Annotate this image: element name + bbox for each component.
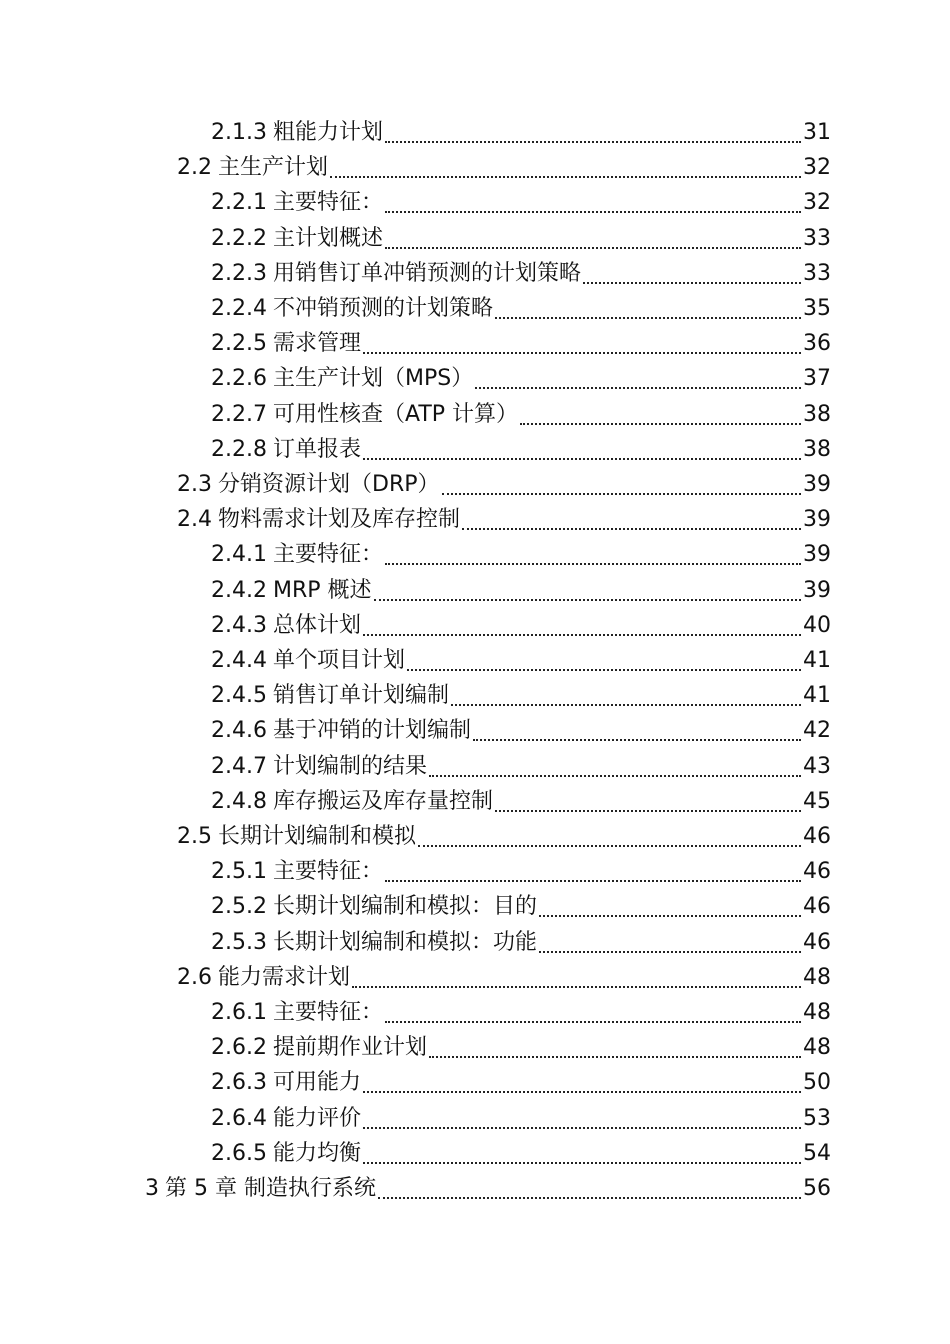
toc-entry[interactable] xyxy=(211,643,831,678)
toc-entry[interactable] xyxy=(177,502,831,537)
toc-entry[interactable] xyxy=(211,326,831,361)
toc-entry-number: 2.4.3 xyxy=(211,612,267,638)
toc-entry-page-number: 39 xyxy=(803,506,831,532)
toc-dot-leader xyxy=(330,170,801,178)
toc-entry-number: 2.2.1 xyxy=(211,189,267,215)
toc-dot-leader xyxy=(583,276,801,284)
toc-entry[interactable] xyxy=(211,432,831,467)
toc-entry-page-number: 33 xyxy=(803,225,831,251)
toc-dot-leader xyxy=(418,839,801,847)
toc-entry-page-number: 42 xyxy=(803,717,831,743)
toc-entry-title: 总体计划 xyxy=(272,612,361,638)
toc-entry[interactable] xyxy=(177,467,831,502)
toc-entry-title: 主要特征： xyxy=(272,541,383,567)
toc-entry-page-number: 56 xyxy=(803,1175,831,1201)
toc-dot-leader xyxy=(442,487,802,495)
toc-dot-leader xyxy=(363,628,801,636)
toc-entry[interactable] xyxy=(211,221,831,256)
toc-dot-leader xyxy=(363,1121,801,1129)
toc-entry-page-number: 38 xyxy=(803,436,831,462)
toc-entry-title: 能力评价 xyxy=(272,1105,361,1131)
toc-dot-leader xyxy=(385,205,801,213)
toc-entry-page-number: 48 xyxy=(803,1034,831,1060)
toc-entry-title: 主生产计划（MPS） xyxy=(272,365,474,391)
toc-entry-number: 2.2.6 xyxy=(211,365,267,391)
toc-entry[interactable] xyxy=(211,608,831,643)
toc-dot-leader xyxy=(385,241,801,249)
toc-entry-page-number: 46 xyxy=(803,858,831,884)
toc-entry[interactable] xyxy=(211,854,831,889)
toc-entry[interactable] xyxy=(211,995,831,1030)
toc-entry-page-number: 36 xyxy=(803,330,831,356)
toc-entry-page-number: 39 xyxy=(803,471,831,497)
toc-entry-title: 可用性核查（ATP 计算） xyxy=(272,401,519,427)
toc-entry-title: 能力需求计划 xyxy=(218,964,351,990)
toc-entry-page-number: 46 xyxy=(803,823,831,849)
toc-entry-number: 2.3 xyxy=(177,471,212,497)
toc-entry-title: 第 5 章 制造执行系统 xyxy=(165,1175,376,1201)
toc-entry-number: 2.4.2 xyxy=(211,577,267,603)
toc-dot-leader xyxy=(475,381,801,389)
toc-entry-page-number: 38 xyxy=(803,401,831,427)
toc-entry-title: 可用能力 xyxy=(272,1069,361,1095)
toc-entry-title: 长期计划编制和模拟 xyxy=(218,823,417,849)
toc-entry-page-number: 54 xyxy=(803,1140,831,1166)
toc-entry-number: 2.5.3 xyxy=(211,929,267,955)
toc-entry[interactable] xyxy=(211,1030,831,1065)
toc-entry-number: 2.4.5 xyxy=(211,682,267,708)
toc-dot-leader xyxy=(363,1085,801,1093)
toc-entry-number: 2.4.4 xyxy=(211,647,267,673)
toc-entry-number: 2.5.1 xyxy=(211,858,267,884)
toc-entry-title: 提前期作业计划 xyxy=(272,1034,427,1060)
toc-entry[interactable] xyxy=(211,573,831,608)
toc-entry-number: 2.2.2 xyxy=(211,225,267,251)
toc-entry[interactable] xyxy=(211,397,831,432)
toc-entry-page-number: 43 xyxy=(803,753,831,779)
toc-entry-title: 粗能力计划 xyxy=(272,119,383,145)
toc-entry-number: 2.6.3 xyxy=(211,1069,267,1095)
toc-dot-leader xyxy=(352,980,801,988)
toc-entry-page-number: 50 xyxy=(803,1069,831,1095)
toc-entry-number: 2.4.7 xyxy=(211,753,267,779)
toc-dot-leader xyxy=(473,733,801,741)
toc-entry-number: 2.2.7 xyxy=(211,401,267,427)
toc-entry-title: 不冲销预测的计划策略 xyxy=(272,295,493,321)
toc-entry-number: 2.4.6 xyxy=(211,717,267,743)
toc-entry-page-number: 37 xyxy=(803,365,831,391)
toc-dot-leader xyxy=(429,769,801,777)
toc-entry-title: 能力均衡 xyxy=(272,1140,361,1166)
toc-entry[interactable] xyxy=(211,749,831,784)
toc-entry-title: 订单报表 xyxy=(272,436,361,462)
toc-entry[interactable] xyxy=(211,291,831,326)
toc-entry-title: 分销资源计划（DRP） xyxy=(218,471,440,497)
toc-dot-leader xyxy=(462,522,801,530)
toc-entry-title: 用销售订单冲销预测的计划策略 xyxy=(272,260,581,286)
toc-entry-number: 2.5.2 xyxy=(211,893,267,919)
toc-dot-leader xyxy=(363,346,801,354)
toc-entry-number: 2.2.5 xyxy=(211,330,267,356)
toc-entry-title: 需求管理 xyxy=(272,330,361,356)
toc-entry-page-number: 40 xyxy=(803,612,831,638)
toc-entry-page-number: 41 xyxy=(803,682,831,708)
toc-entry[interactable] xyxy=(211,256,831,291)
toc-dot-leader xyxy=(385,1015,801,1023)
toc-entry-number: 2.1.3 xyxy=(211,119,267,145)
toc-entry-number: 2.6.5 xyxy=(211,1140,267,1166)
toc-dot-leader xyxy=(520,417,801,425)
toc-entry-number: 2.5 xyxy=(177,823,212,849)
toc-entry-title: 单个项目计划 xyxy=(272,647,405,673)
toc-entry-page-number: 53 xyxy=(803,1105,831,1131)
toc-entry[interactable] xyxy=(211,925,831,960)
toc-entry-title: 长期计划编制和模拟：目的 xyxy=(272,893,537,919)
toc-entry[interactable] xyxy=(211,678,831,713)
toc-dot-leader xyxy=(495,804,801,812)
toc-dot-leader xyxy=(451,698,801,706)
toc-entry[interactable] xyxy=(211,784,831,819)
toc-entry-title: 销售订单计划编制 xyxy=(272,682,449,708)
toc-entry[interactable] xyxy=(211,185,831,220)
toc-entry-title: 主要特征： xyxy=(272,189,383,215)
toc-entry-title: 主生产计划 xyxy=(218,154,329,180)
toc-entry-title: 主计划概述 xyxy=(272,225,383,251)
toc-entry[interactable] xyxy=(211,537,831,572)
toc-entry[interactable] xyxy=(211,361,831,396)
toc-dot-leader xyxy=(539,945,801,953)
toc-entry-number: 2.2.8 xyxy=(211,436,267,462)
toc-dot-leader xyxy=(374,593,801,601)
toc-entry-page-number: 48 xyxy=(803,999,831,1025)
toc-entry-number: 2.2 xyxy=(177,154,212,180)
toc-dot-leader xyxy=(407,663,801,671)
toc-entry[interactable] xyxy=(177,150,831,185)
toc-dot-leader xyxy=(363,1156,801,1164)
toc-entry-number: 2.4.1 xyxy=(211,541,267,567)
toc-entry-number: 2.6.1 xyxy=(211,999,267,1025)
toc-entry-title: 库存搬运及库存量控制 xyxy=(272,788,493,814)
toc-entry[interactable] xyxy=(211,713,831,748)
toc-dot-leader xyxy=(385,557,801,565)
toc-dot-leader xyxy=(385,135,801,143)
toc-entry-page-number: 31 xyxy=(803,119,831,145)
toc-entry-title: 主要特征： xyxy=(272,858,383,884)
toc-entry-number: 2.6.2 xyxy=(211,1034,267,1060)
toc-entry-number: 2.4 xyxy=(177,506,212,532)
toc-entry-page-number: 41 xyxy=(803,647,831,673)
toc-entry-title: 长期计划编制和模拟：功能 xyxy=(272,929,537,955)
toc-entry[interactable] xyxy=(211,1136,831,1171)
toc-entry[interactable] xyxy=(211,1065,831,1100)
toc-entry-title: 物料需求计划及库存控制 xyxy=(218,506,461,532)
toc-dot-leader xyxy=(363,452,801,460)
toc-entry-title: MRP 概述 xyxy=(272,577,372,603)
toc-entry-page-number: 39 xyxy=(803,541,831,567)
toc-entry-page-number: 33 xyxy=(803,260,831,286)
toc-entry[interactable] xyxy=(211,115,831,150)
toc-entry-page-number: 48 xyxy=(803,964,831,990)
toc-entry-title: 基于冲销的计划编制 xyxy=(272,717,471,743)
toc-entry-title: 主要特征： xyxy=(272,999,383,1025)
toc-entry-number: 2.2.4 xyxy=(211,295,267,321)
toc-entry-number: 2.6 xyxy=(177,964,212,990)
toc-entry-number: 2.6.4 xyxy=(211,1105,267,1131)
toc-entry-number: 3 xyxy=(145,1175,159,1201)
toc-entry-page-number: 39 xyxy=(803,577,831,603)
toc-dot-leader xyxy=(495,311,801,319)
toc-entry[interactable] xyxy=(211,889,831,924)
toc-entry-page-number: 45 xyxy=(803,788,831,814)
toc-entry-number: 2.2.3 xyxy=(211,260,267,286)
toc-entry-page-number: 32 xyxy=(803,154,831,180)
toc-dot-leader xyxy=(378,1191,801,1199)
toc-entry[interactable] xyxy=(177,819,831,854)
toc-entry-page-number: 46 xyxy=(803,929,831,955)
toc-entry[interactable] xyxy=(145,1171,831,1206)
toc-entry[interactable] xyxy=(177,960,831,995)
toc-entry-title: 计划编制的结果 xyxy=(272,753,427,779)
toc-entry[interactable] xyxy=(211,1101,831,1136)
toc-dot-leader xyxy=(385,874,801,882)
toc-dot-leader xyxy=(429,1050,801,1058)
toc-entry-page-number: 46 xyxy=(803,893,831,919)
toc-entry-page-number: 32 xyxy=(803,189,831,215)
toc-entry-page-number: 35 xyxy=(803,295,831,321)
toc-entry-number: 2.4.8 xyxy=(211,788,267,814)
toc-dot-leader xyxy=(539,909,801,917)
